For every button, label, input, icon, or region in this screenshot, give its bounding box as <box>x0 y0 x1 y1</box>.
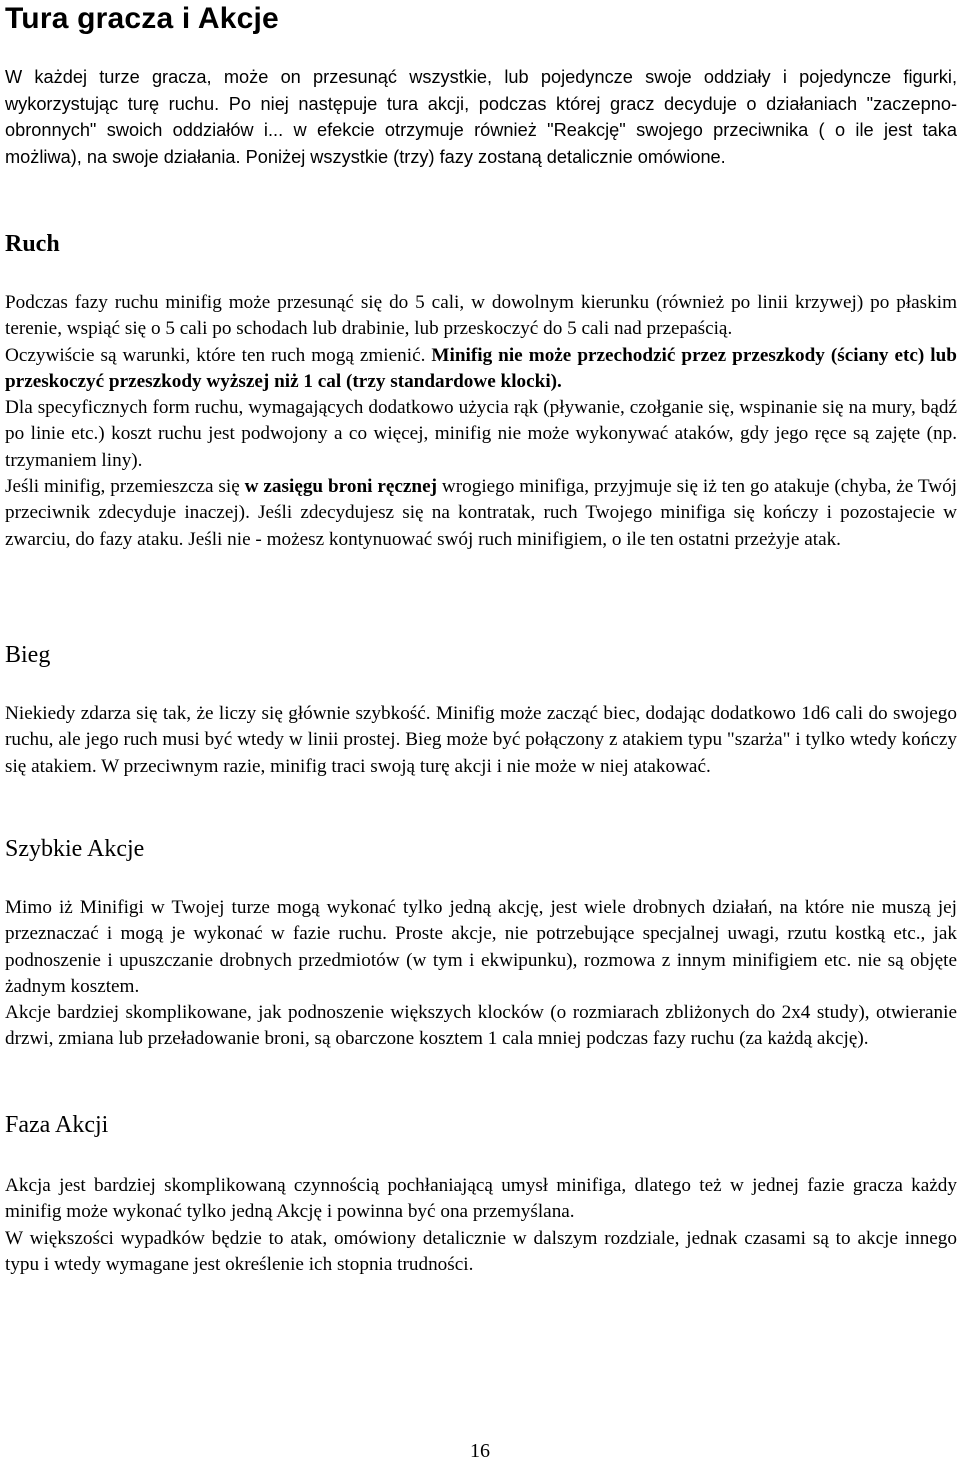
ruch-paragraph-1: Podczas fazy ruchu minifig może przesunąć się do 5 cali, w dowolnym kierunku (również po linii krzywej) po płaskim terenie, wspiąć się o 5 cali po schodach lub drabinie, lub przeskoczyć do 5 cali nad przepaścią. <box>5 292 957 340</box>
faza-paragraph-1: Akcja jest bardziej skomplikowaną czynnością pochłaniającą umysł minifiga, dlatego też w jednej fazie gracza każdy minifig może wykonać tylko jedną Akcję i powinna być ona przemyślana. <box>5 1175 957 1223</box>
intro-paragraph: W każdej turze gracza, może on przesunąć wszystkie, lub pojedyncze swoje oddziały i pojedyncze figurki, wykorzystując turę ruchu. Po niej następuje tura akcji, podczas której gracz decyduje o działaniach "zaczepno-obronnych" swoich oddziałów i... w efekcie otrzymuje również "Reakcję" swojego przeciwnika ( o ile jest taka możliwa), na swoje działania. Poniżej wszystkie (trzy) fazy zostaną detalicznie omówione. <box>5 67 957 167</box>
section-heading-faza-akcji: Faza Akcji <box>5 1112 109 1138</box>
section-faza-akcji <box>5 1173 957 1278</box>
ruch-paragraph-4-text-a: Jeśli minifig, przemieszcza się <box>5 476 245 498</box>
section-heading-bieg: Bieg <box>5 642 51 668</box>
faza-paragraph-2: W większości wypadków będzie to atak, omówiony detalicznie w dalszym rozdziale, jednak czasami są to akcje innego typu i wtedy wymagane jest określenie ich stopnia trudności. <box>5 1227 957 1275</box>
page-title: Tura gracza i Akcje <box>5 2 279 35</box>
ruch-paragraph-4-text-c: wrogiego minifiga, przyjmuje się iż ten go atakuje (chyba, że Twój przeciwnik zdecyduje inaczej). Jeśli zdecydujesz się na kontratak, ruch Twojego minifiga się kończy i pozostajecie w zwarciu, do fazy ataku. Jeśli nie - możesz kontynuować swój ruch minifigiem, o ile ten ostatni przeżyje atak. <box>5 476 957 550</box>
section-bieg <box>5 701 957 780</box>
ruch-paragraph-2 <box>5 343 957 396</box>
bieg-paragraph-1: Niekiedy zdarza się tak, że liczy się głównie szybkość. Minifig może zacząć biec, dodając dodatkowo 1d6 cali do swojego ruchu, ale jego ruch musi być wtedy w linii prostej. Bieg może być połączony z atakiem typu "szarża" i tylko wtedy kończy się atakiem. W przeciwnym razie, minifig traci swoją turę akcji i nie może w niej atakować. <box>5 703 957 777</box>
page-number: 16 <box>470 1440 490 1462</box>
ruch-paragraph-4-bold: w zasięgu broni ręcznej <box>244 476 437 498</box>
ruch-paragraph-2-bold: Minifig nie może przechodzić przez przeszkody (ściany etc) lub przeskoczyć przeszkody wyższej niż 1 cal (trzy standardowe klocki). <box>5 344 957 392</box>
ruch-paragraph-3: Dla specyficznych form ruchu, wymagających dodatkowo użycia rąk (pływanie, czołganie się, wspinanie się na mury, bądź po linie etc.) koszt ruchu jest podwojony a co więcej, minifig nie może wykonywać ataków, gdy jego ręce są zajęte (np. trzymaniem liny). <box>5 397 957 471</box>
ruch-paragraph-4 <box>5 474 957 553</box>
section-szybkie-akcje <box>5 895 957 1053</box>
section-ruch <box>5 290 957 553</box>
ruch-paragraph-2-text: Oczywiście są warunki, które ten ruch mogą zmienić. <box>5 344 432 366</box>
section-heading-ruch: Ruch <box>5 231 60 257</box>
szybkie-paragraph-2: Akcje bardziej skomplikowane, jak podnoszenie większych klocków (o rozmiarach zbliżonych do 2x4 study), otwieranie drzwi, zmiana lub przeładowanie broni, są obarczone kosztem 1 cala mniej podczas fazy ruchu (za każdą akcję). <box>5 1002 957 1050</box>
section-heading-szybkie-akcje: Szybkie Akcje <box>5 836 145 862</box>
szybkie-paragraph-1: Mimo iż Minifigi w Twojej turze mogą wykonać tylko jedną akcję, jest wiele drobnych działań, na które nie muszą jej przeznaczać i mogą je wykonać w fazie ruchu. Proste akcje, nie potrzebujące specjalnej uwagi, rzutu kostką etc., jak podnoszenie i upuszczanie drobnych przedmiotów (w tym i ekwipunku), rozmowa z innym minifigiem etc. nie są objęte żadnym kosztem. <box>5 897 957 997</box>
